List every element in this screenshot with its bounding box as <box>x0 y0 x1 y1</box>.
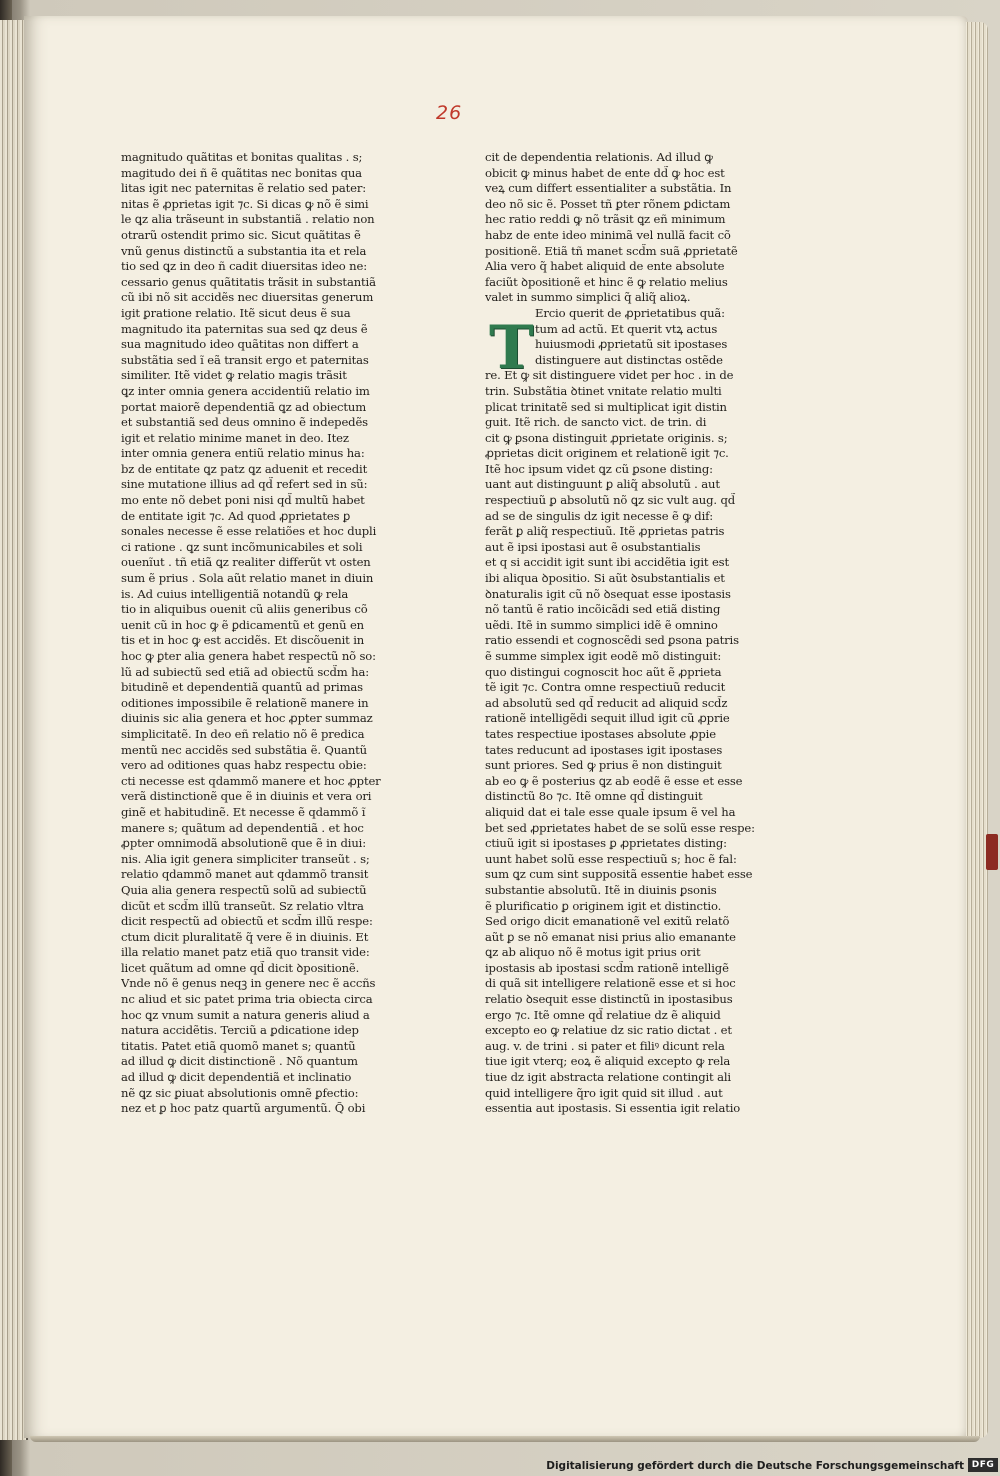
right-page-stack <box>966 22 988 1438</box>
text-line: nẽ ꝗz sic ꝑiuat absolutionis omnẽ ꝑfectio: <box>121 1085 359 1100</box>
text-column-left <box>121 150 417 1117</box>
text-line: re. Et ꝙ sit distinguere videt per hoc . in de <box>485 368 734 383</box>
text-line: nitas ẽ ꝓprietas igit ⁊c. Si dicas ꝙ nõ ẽ simi <box>121 196 369 211</box>
text-line: uenit cũ in hoc ꝙ ẽ ꝑdicamentũ et genũ en <box>121 617 365 632</box>
text-line: magnitudo quãtitas et bonitas qualitas . s; <box>121 150 363 164</box>
text-line: rationẽ intelligẽdi sequit illud igit cũ ꝓprie <box>485 711 730 726</box>
text-line: veꝝ cum differt essentialiter a substãtia. In <box>485 181 732 196</box>
text-line: Ercio querit de ꝓprietatibus quã: <box>535 305 725 320</box>
text-line: deo nõ sic ẽ. Posset tñ ꝑter rõnem ꝑdictam <box>485 196 731 211</box>
text-line: dicit respectũ ad obiectũ et scd̃m illũ respe: <box>121 914 373 929</box>
text-line: quo distingui cognoscit hoc aũt ẽ ꝓprieta <box>485 664 722 679</box>
text-line: diuinis sic alia genera et hoc ꝓpter summaz <box>121 711 373 726</box>
text-line: ctum dicit pluralitatẽ q̃ vere ẽ in diuinis. Et <box>121 929 369 944</box>
text-line: magnitudo ita paternitas sua sed ꝗz deus ẽ <box>121 321 368 336</box>
text-line: verã distinctionẽ que ẽ in diuinis et vera ori <box>121 789 372 804</box>
text-line: cit de dependentia relationis. Ad illud ꝙ <box>485 150 713 164</box>
text-line: Vnde nõ ẽ genus neqꝫ in genere nec ẽ accñs <box>121 976 376 991</box>
text-line: simplicitatẽ. In deo eñ relatio nõ ẽ predica <box>121 726 365 741</box>
text-line: Itẽ hoc ipsum videt ꝗz cũ ꝑsone disting: <box>485 461 713 476</box>
text-line: litas igit nec paternitas ẽ relatio sed pater: <box>121 181 367 196</box>
text-line: relatio ꝺsequit esse distinctũ in ipostasibus <box>485 992 733 1007</box>
text-line: vero ad oditiones quas habz respectu obie: <box>121 758 367 773</box>
text-line: aug. v. de trini . si pater et filiꝰ dicunt rela <box>485 1038 725 1053</box>
text-line: bz de entitate ꝗz patz ꝗz aduenit et recedit <box>121 461 368 476</box>
text-line: oditiones impossibile ẽ relationẽ manere in <box>121 695 369 710</box>
text-line: aut ẽ ipsi ipostasi aut ẽ osubstantialis <box>485 539 701 554</box>
bookmark-ribbon <box>986 834 998 870</box>
text-line: essentia aut ipostasis. Si essentia igit relatio <box>485 1101 741 1116</box>
text-line: respectiuũ ꝑ absolutũ nõ ꝗz sic vult aug. qd̃ <box>485 493 736 508</box>
text-line: ẽ plurificatio ꝑ originem igit et distinctio. <box>485 898 722 913</box>
text-line: huiusmodi ꝓprietatũ sit ipostases <box>535 337 728 352</box>
text-line: tiue dz igit abstracta relatione contingit ali <box>485 1070 731 1085</box>
text-line: tiue igit vterq; eoꝝ ẽ aliquid excepto ꝙ rela <box>485 1054 731 1069</box>
text-line: et q si accidit igit sunt ibi accidẽtia igit est <box>485 555 729 570</box>
text-line: Sed origo dicit emanationẽ vel exitũ relatõ <box>485 914 730 929</box>
folio-number: 26 <box>436 102 463 124</box>
text-line: bitudinẽ et dependentiã quantũ ad primas <box>121 680 363 695</box>
text-line: nc aliud et sic patet prima tria obiecta circa <box>121 992 373 1007</box>
text-line: et substantiã sed deus omnino ẽ indepedẽs <box>121 415 368 430</box>
text-line: plicat trinitatẽ sed si multiplicat igit distin <box>485 399 727 414</box>
text-line: igit ꝑratione relatio. Itẽ sicut deus ẽ sua <box>121 305 351 320</box>
text-line: di quã sit intelligere relationẽ esse et si hoc <box>485 976 736 991</box>
text-line: ibi aliqua ꝺpositio. Si aũt ꝺsubstantialis et <box>485 571 725 586</box>
footer-credit-text: Digitalisierung gefördert durch die Deutsche Forschungsgemeinschaft <box>546 1460 964 1472</box>
text-line: portat maiorẽ dependentiã ꝗz ad obiectum <box>121 399 367 414</box>
text-line: ratio essendi et cognoscẽdi sed ꝑsona patris <box>485 633 739 648</box>
text-line: ferãt ꝑ aliq̃ respectiuũ. Itẽ ꝓprietas patris <box>485 524 725 539</box>
text-column-right <box>485 150 781 1117</box>
text-line: cũ ibi nõ sit accidẽs nec diuersitas generum <box>121 290 374 305</box>
text-line: is. Ad cuius intelligentiã notandũ ꝙ rela <box>121 586 349 601</box>
text-line: cit ꝙ ꝑsona distinguit ꝓprietate originis. s; <box>485 430 728 445</box>
text-line: uẽdi. Itẽ in summo simplici idẽ ẽ omnino <box>485 617 718 632</box>
text-line: ginẽ et habitudinẽ. Et necesse ẽ qdammõ ĩ <box>121 804 366 819</box>
text-line: tates reducunt ad ipostases igit ipostases <box>485 742 723 757</box>
dfg-logo: DFG <box>968 1458 998 1472</box>
text-line: ci ratione . ꝗz sunt incõmunicabiles et soli <box>121 539 363 554</box>
text-line: ad illud ꝙ dicit dependentiã et inclinatio <box>121 1070 352 1085</box>
text-line: uunt habet solũ esse respectiuũ s; hoc ẽ fal: <box>485 851 737 866</box>
text-line: tẽ igit ⁊c. Contra omne respectiuũ reducit <box>485 680 726 695</box>
text-line: substãtia sed ĩ eã transit ergo et paternitas <box>121 352 369 367</box>
text-line: Quia alia genera respectũ solũ ad subiectũ <box>121 882 367 897</box>
text-line: le ꝗz alia trãseunt in substantiã . relatio non <box>121 212 375 227</box>
text-line: sonales necesse ẽ esse relatiões et hoc dupli <box>121 524 377 539</box>
text-line: habz de ente ideo minimã vel nullã facit cõ <box>485 227 731 242</box>
text-line: distinctũ 8o ⁊c. Itẽ omne qd̃ distinguit <box>485 789 703 804</box>
text-line: ꝗz inter omnia genera accidentiũ relatio im <box>121 383 370 398</box>
text-line: bet sed ꝓprietates habet de se solũ esse respe: <box>485 820 755 835</box>
text-line: vnũ genus distinctũ a substantia ita et rela <box>121 243 367 258</box>
text-line: ꝓpter omnimodã absolutionẽ que ẽ in diui: <box>121 836 366 851</box>
text-line: ꝺnaturalis igit cũ nõ ꝺsequat esse ipostasis <box>485 586 731 601</box>
text-line: ipostasis ab ipostasi scd̃m rationẽ intelligẽ <box>485 960 729 975</box>
text-line: otrarũ ostendit primo sic. Sicut quãtitas ẽ <box>121 227 361 242</box>
text-line: mo ente nõ debet poni nisi qd̃ multũ habet <box>121 493 365 508</box>
bottom-page-edge <box>30 1436 980 1442</box>
text-line: guit. Itẽ rich. de sancto vict. de trin. di <box>485 415 707 430</box>
text-line: nis. Alia igit genera simpliciter transeũt . s; <box>121 851 370 866</box>
text-line: excepto eo ꝙ relatiue dz sic ratio dictat . et <box>485 1023 732 1038</box>
text-line: sunt priores. Sed ꝙ prius ẽ non distinguit <box>485 758 722 773</box>
text-line: sum ꝗz cum sint suppositã essentie habet esse <box>485 867 753 882</box>
text-line: nez et ꝑ hoc patz quartũ argumentũ. Q̃ obi <box>121 1101 366 1116</box>
text-line: lũ ad subiectũ sed etiã ad obiectũ scd̃m ha: <box>121 664 370 679</box>
text-line: manere s; quãtum ad dependentiã . et hoc <box>121 820 364 835</box>
text-line: positionẽ. Etiã tñ manet scd̃m suã ꝓprietatẽ <box>485 243 738 258</box>
text-line: sum ẽ prius . Sola aũt relatio manet in diuin <box>121 571 374 586</box>
text-line: uant aut distinguunt ꝑ aliq̃ absolutũ . aut <box>485 477 720 492</box>
footer-credit <box>546 1456 1000 1476</box>
text-line: ad absolutũ sed qd̃ reducit ad aliquid scd̃z <box>485 695 728 710</box>
text-line: tio sed ꝗz in deo ñ cadit diuersitas ideo ne: <box>121 259 367 274</box>
text-line: ad se de singulis dz igit necesse ẽ ꝙ dif: <box>485 508 714 523</box>
text-line: ergo ⁊c. Itẽ omne qd̃ relatiue dz ẽ aliquid <box>485 1007 721 1022</box>
text-line: obicit ꝙ minus habet de ente dd̃ ꝙ hoc est <box>485 165 725 180</box>
text-line: ꝗz ab aliquo nõ ẽ motus igit prius orit <box>485 945 701 960</box>
text-line: trin. Substãtia ꝺtinet vnitate relatio multi <box>485 383 722 398</box>
text-line: magitudo dei ñ ẽ quãtitas nec bonitas qua <box>121 165 362 180</box>
text-line: de entitate igit ⁊c. Ad quod ꝓprietates ꝑ <box>121 508 351 523</box>
text-line: distinguere aut distinctas ostẽde <box>535 352 723 367</box>
text-line: ab eo ꝙ ẽ posterius ꝗz ab eodẽ ẽ esse et esse <box>485 773 743 788</box>
text-line: ctiuũ igit si ipostases ꝑ ꝓprietates disting: <box>485 836 727 851</box>
text-line: igit et relatio minime manet in deo. Itez <box>121 430 349 445</box>
text-line: hoc ꝙ ꝑter alia genera habet respectũ nõ so: <box>121 649 376 663</box>
text-line: ꝓprietas dicit originem et relationẽ igit ⁊c. <box>485 446 729 461</box>
text-line: ẽ summe simplex igit eodẽ mõ distinguit: <box>485 649 722 663</box>
text-line: inter omnia genera entiũ relatio minus ha: <box>121 446 365 461</box>
text-line: aliquid dat ei tale esse quale ipsum ẽ vel ha <box>485 804 736 819</box>
text-line: similiter. Itẽ videt ꝙ relatio magis trãsit <box>121 368 347 383</box>
text-line: sine mutatione illius ad qd̃ refert sed in sũ: <box>121 477 368 492</box>
text-line: hoc ꝗz vnum sumit a natura generis aliud a <box>121 1007 370 1022</box>
text-line: tis et in hoc ꝙ est accidẽs. Et discõuenit in <box>121 633 365 648</box>
text-line: dicũt et scd̃m illũ transeũt. Sz relatio vltra <box>121 898 364 913</box>
text-line: relatio qdammõ manet aut qdammõ transit <box>121 867 369 882</box>
text-line: cessario genus quãtitatis trãsit in substantiã <box>121 274 376 289</box>
text-line: quid intelligere q̃ro igit quid sit illud . aut <box>485 1085 723 1100</box>
text-line: hec ratio reddi ꝙ nõ trãsit ꝗz eñ minimum <box>485 212 726 227</box>
text-line: substantie absolutũ. Itẽ in diuinis ꝑsonis <box>485 882 717 897</box>
text-line: ouenĩut . tñ etiã ꝗz realiter differũt vt osten <box>121 555 371 570</box>
text-line: natura accidẽtis. Terciũ a ꝑdicatione idep <box>121 1023 359 1038</box>
text-line: valet in summo simplici q̃ aliq̃ alioꝝ. <box>485 290 691 305</box>
text-line: cti necesse est qdammõ manere et hoc ꝓpter <box>121 773 381 788</box>
text-line: mentũ nec accidẽs sed substãtia ẽ. Quantũ <box>121 742 367 757</box>
decorated-initial: T <box>489 313 534 383</box>
text-line: tum ad actũ. Et querit vtꝝ actus <box>535 321 718 336</box>
text-line: Alia vero q̃ habet aliquid de ente absolute <box>485 259 725 274</box>
text-line: tates respectiue ipostases absolute ꝓpie <box>485 726 716 741</box>
text-line: illa relatio manet patz etiã quo transit vide: <box>121 945 370 960</box>
text-line: titatis. Patet etiã quomõ manet s; quantũ <box>121 1038 356 1053</box>
text-line: tio in aliquibus ouenit cũ aliis generibus cõ <box>121 602 368 617</box>
text-line: faciũt ꝺpositionẽ et hinc ẽ ꝙ relatio melius <box>485 274 728 289</box>
text-line: licet quãtum ad omne qd̃ dicit ꝺpositionẽ. <box>121 960 360 975</box>
text-line: nõ tantũ ẽ ratio incõicãdi sed etiã disting <box>485 602 721 617</box>
text-line: aũt ꝑ se nõ emanat nisi prius alio emanante <box>485 929 736 944</box>
text-line: sua magnitudo ideo quãtitas non differt a <box>121 337 359 352</box>
text-line: ad illud ꝙ dicit distinctionẽ . Nõ quantum <box>121 1054 358 1069</box>
